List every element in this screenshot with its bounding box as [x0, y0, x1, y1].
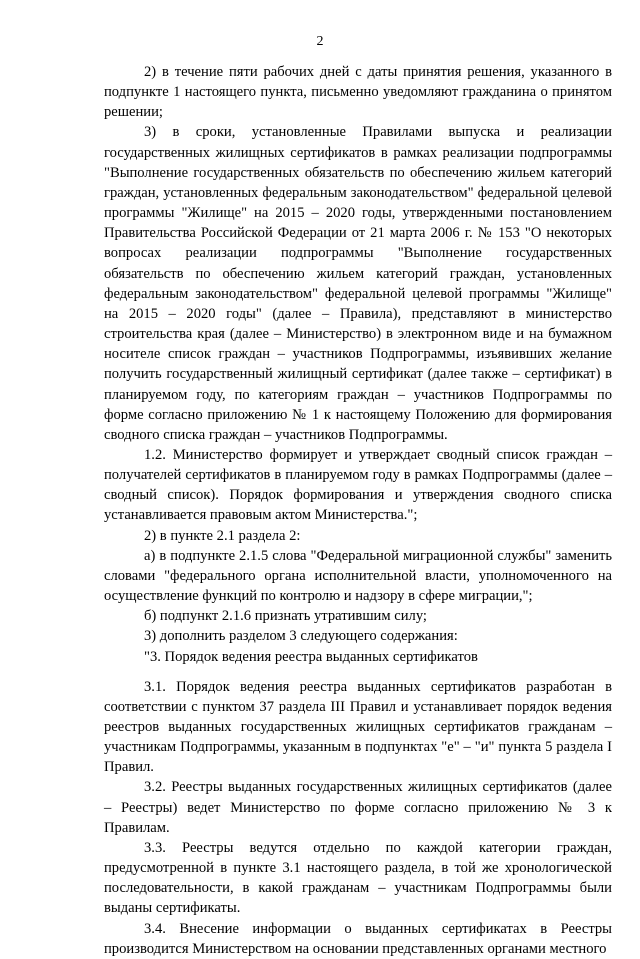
- paragraph: 3) дополнить разделом 3 следующего содержания:: [144, 628, 458, 645]
- paragraph: 3.1. Порядок ведения реестра выданных сертификатов разработан в соответствии с пунктом 37 раздела III Правил и устанавливает порядок ведения реестров выданных государственных жилищных сертификатов гражданам – участникам Подпрограммы, указанным в подпунктах "е" – "и" пункта 5 раздела I Правил.: [104, 678, 612, 776]
- paragraph: 2) в пункте 2.1 раздела 2:: [144, 527, 301, 544]
- section-heading: "3. Порядок ведения реестра выданных сертификатов: [144, 648, 478, 665]
- page-number: 2: [316, 34, 324, 49]
- paragraph: а) в подпункте 2.1.5 слова "Федеральной миграционной службы" заменить словами "федерального органа исполнительной власти, уполномоченного на осуществление функций по контролю и надзору в сфере миграции,";: [104, 547, 612, 605]
- paragraph: б) подпункт 2.1.6 признать утратившим силу;: [144, 608, 427, 625]
- paragraph: 2) в течение пяти рабочих дней с даты принятия решения, указанного в подпункте 1 настоящего пункта, письменно уведомляют гражданина о принятом решении;: [104, 64, 612, 121]
- paragraph: 3) в сроки, установленные Правилами выпуска и реализации государственных жилищных сертификатов в рамках реализации подпрограммы "Выполнение государственных обязательств по обеспечению жильем категорий граждан, установленных федеральным законодательством" федеральной целевой программы "Жилище" на 2015 – 2020 годы, утвержденными постановлением Правительства Российской Федерации от 21 марта 2006 г. № 153 "О некоторых вопросах реализации подпрограммы "Выполнение государственных обязательств по обеспечению жильем категорий граждан, установленных федеральным законодательством" федеральной целевой программы "Жилище" на 2015 – 2020 годы" (далее – Правила), представляют в министерство строительства края (далее – Министерство) в электронном виде и на бумажном носителе список граждан – участников Подпрограммы, изъявивших желание получить государственный жилищный сертификат (далее также – сертификат) в планируемом году, по категориям граждан – участников Подпрограммы по форме согласно приложению № 1 к настоящему Положению для формирования сводного списка граждан – участников Подпрограммы.: [104, 124, 612, 443]
- paragraph: 3.3. Реестры ведутся отдельно по каждой категории граждан, предусмотренной в пункте 3.1 настоящего раздела, в той же хронологической последовательности, в какой гражданам – участникам Подпрограммы были выданы сертификаты.: [104, 839, 612, 917]
- paragraph: 3.2. Реестры выданных государственных жилищных сертификатов (далее – Реестры) ведет Министерство по форме согласно приложению № 3 к Правилам.: [104, 779, 612, 836]
- paragraph: 3.4. Внесение информации о выданных сертификатах в Реестры производится Министерством на основании представленных органами местного: [104, 920, 612, 957]
- paragraph: 1.2. Министерство формирует и утверждает сводный список граждан – получателей сертификатов в планируемом году в рамках Подпрограммы (далее – сводный список). Порядок формирования и утверждения сводного списка устанавливается правовым актом Министерства.";: [104, 446, 612, 524]
- document-body: [104, 62, 612, 959]
